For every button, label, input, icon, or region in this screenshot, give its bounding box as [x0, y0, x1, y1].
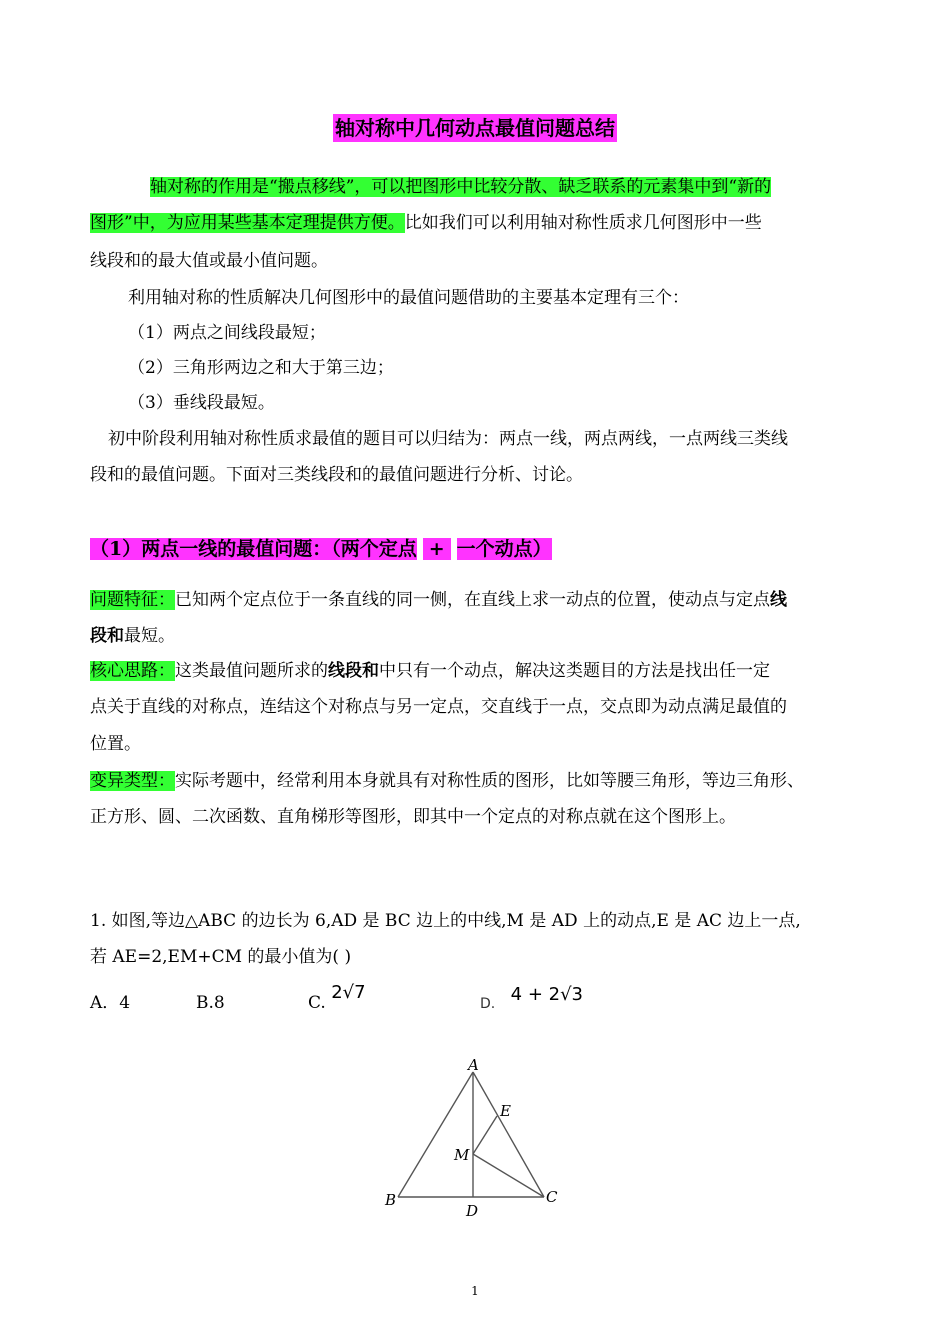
- idea-line-3: 位置。: [90, 734, 141, 754]
- segment-em: [473, 1116, 497, 1154]
- option-a: A．4: [90, 993, 131, 1013]
- feature-line-2: 段和最短。: [90, 626, 175, 646]
- theorem-3: （3）垂线段最短。: [128, 393, 275, 413]
- label-b: B: [385, 1191, 397, 1209]
- label-c: C: [546, 1188, 558, 1206]
- side-ac: [473, 1072, 544, 1197]
- page-number: 1: [471, 1284, 479, 1298]
- idea-line-1: 核心思路：这类最值问题所求的线段和中只有一个动点，解决这类题目的方法是找出任一定: [90, 661, 770, 681]
- feature-line-1: 问题特征：已知两个定点位于一条直线的同一侧，在直线上求一动点的位置，使动点与定点线: [90, 590, 787, 610]
- option-c: C. 2√7: [308, 982, 366, 1013]
- label-e: E: [500, 1102, 511, 1120]
- option-b: B.8: [196, 993, 225, 1013]
- section1-heading: （1）两点一线的最值问题：（两个定点 + 一个动点）: [90, 538, 552, 560]
- feature-label: 问题特征：: [90, 590, 175, 610]
- intro-line-6: 段和的最值问题。下面对三类线段和的最值问题进行分析、讨论。: [90, 465, 583, 485]
- triangle-figure: [380, 1050, 580, 1225]
- variant-line-1: 变异类型：实际考题中，经常利用本身就具有对称性质的图形，比如等腰三角形，等边三角形、: [90, 771, 804, 791]
- intro-line-1: 轴对称的作用是“搬点移线”，可以把图形中比较分散、缺乏联系的元素集中到“新的: [150, 177, 772, 197]
- variant-line-2: 正方形、圆、二次函数、直角梯形等图形，即其中一个定点的对称点就在这个图形上。: [90, 807, 736, 827]
- idea-line-2: 点关于直线的对称点，连结这个对称点与另一定点，交直线于一点，交点即为动点满足最值的: [90, 697, 787, 717]
- idea-label: 核心思路：: [90, 661, 175, 681]
- label-d: D: [466, 1202, 479, 1220]
- intro-line-3: 线段和的最大值或最小值问题。: [90, 251, 328, 271]
- theorem-1: （1）两点之间线段最短；: [128, 323, 326, 343]
- page-title: 轴对称中几何动点最值问题总结: [335, 116, 615, 140]
- segment-cm: [473, 1154, 544, 1197]
- intro-line-2: 图形”中，为应用某些基本定理提供方便。比如我们可以利用轴对称性质求几何图形中一些: [90, 213, 762, 233]
- side-ab: [398, 1072, 473, 1197]
- intro-line-5: 初中阶段利用轴对称性质求最值的题目可以归结为：两点一线，两点两线，一点两线三类线: [108, 429, 788, 449]
- question1-line-1: 1. 如图,等边△ABC 的边长为 6,AD 是 BC 边上的中线,M 是 AD 上的动点,E 是 AC 边上一点,: [90, 911, 801, 931]
- option-d-value: 4 + 2√3: [510, 984, 583, 1005]
- label-m: M: [454, 1146, 470, 1164]
- question1-line-2: 若 AE=2,EM+CM 的最小值为( ): [90, 947, 352, 967]
- variant-label: 变异类型：: [90, 771, 175, 791]
- label-a: A: [468, 1056, 479, 1074]
- option-c-value: 2√7: [331, 982, 366, 1003]
- option-d: D. 4 + 2√3: [480, 984, 583, 1012]
- intro-line-4: 利用轴对称的性质解决几何图形中的最值问题借助的主要基本定理有三个：: [128, 288, 689, 308]
- theorem-2: （2）三角形两边之和大于第三边；: [128, 358, 394, 378]
